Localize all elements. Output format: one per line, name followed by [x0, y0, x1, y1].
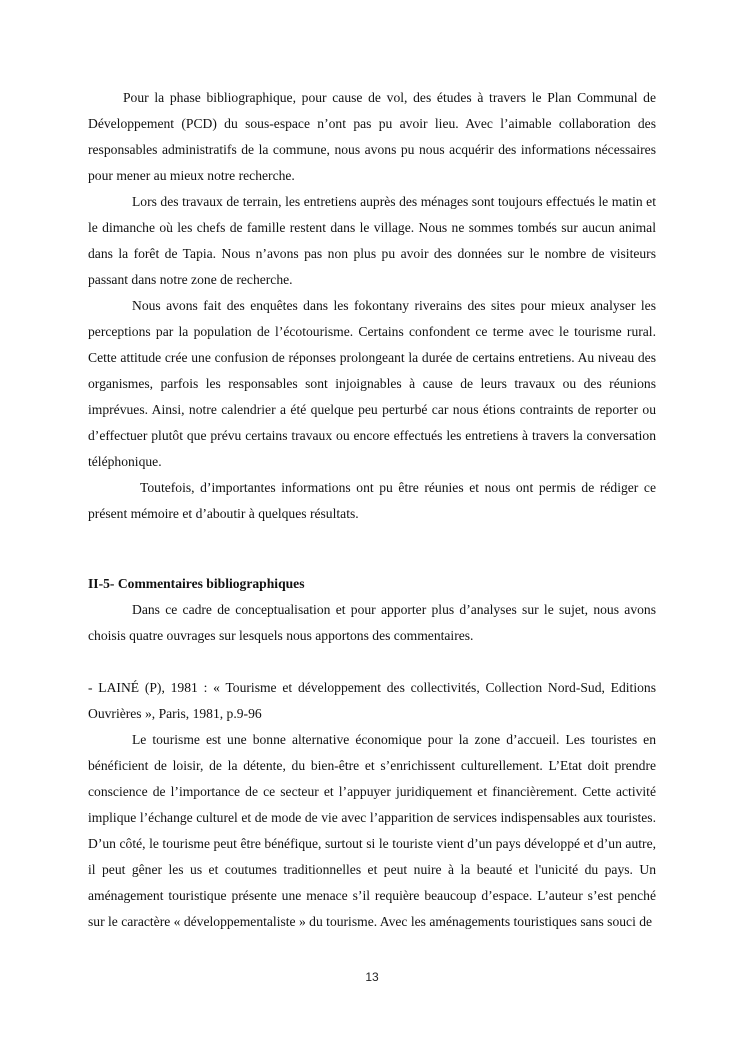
reference-spacer [88, 649, 656, 675]
paragraph-surveys: Nous avons fait des enquêtes dans les fokontany riverains des sites pour mieux analyser les perceptions par la population de l’écotourisme. Certains confondent ce terme avec le tourisme rural. Cette attitude crée une confusion de réponses prolongeant la durée de certains entretiens. Au niveau des organismes, parfois les responsables sont injoignables à cause de leurs travaux ou des réunions imprévues. Ainsi, notre calendrier a été quelque peu perturbé car nous étions contraints de reporter ou d’effectuer plutôt que prévu certains travaux ou encore effectués les entretiens à travers la conversation téléphonique. [88, 298, 656, 469]
section-spacer [88, 527, 656, 571]
paragraph-fieldwork: Lors des travaux de terrain, les entretiens auprès des ménages sont toujours effectués le matin et le dimanche où les chefs de famille restent dans le village. Nous ne sommes tombés sur aucun animal dans la forêt de Tapia. Nous n’avons pas non plus pu avoir des données sur le nombre de visiteurs passant dans notre zone de recherche. [88, 194, 656, 287]
reference-commentary: Le tourisme est une bonne alternative économique pour la zone d’accueil. Les touristes en bénéficient de loisir, de la détente, du bien-être et s’enrichissent culturellement. L’Etat doit prendre conscience de l’importance de ce secteur et l’appuyer juridiquement et financièrement. Cette activité implique l’échange culturel et de mode de vie avec l’apparition de services indispensables aux touristes. D’un côté, le tourisme peut être bénéfique, surtout si le touriste vient d’un pays développé et d’un autre, il peut gêner les us et coutumes traditionnelles et peut nuire à la beauté et l'unicité du pays. Un aménagement touristique présente une menace s’il requière beaucoup d’espace. L’auteur s’est penché sur le caractère « développementaliste » du tourisme. Avec les aménagements touristiques sans souci de [88, 732, 656, 929]
reference-citation: - LAINÉ (P), 1981 : « Tourisme et développement des collectivités, Collection Nord-Sud, Editions Ouvrières », Paris, 1981, p.9-96 [88, 680, 656, 721]
paragraph-conclusion: Toutefois, d’importantes informations ont pu être réunies et nous ont permis de rédiger ce présent mémoire et d’aboutir à quelques résultats. [88, 480, 656, 521]
document-page [88, 85, 656, 935]
paragraph-bibliographic-phase: Pour la phase bibliographique, pour cause de vol, des études à travers le Plan Communal de Développement (PCD) du sous-espace n’ont pas pu avoir lieu. Avec l’aimable collaboration des responsables administratifs de la commune, nous avons pu nous acquérir des informations nécessaires pour mener au mieux notre recherche. [88, 90, 656, 183]
section-intro: Dans ce cadre de conceptualisation et pour apporter plus d’analyses sur le sujet, nous avons choisis quatre ouvrages sur lesquels nous apportons des commentaires. [88, 602, 656, 643]
section-heading: II-5- Commentaires bibliographiques [88, 576, 305, 591]
page-number: 13 [365, 970, 379, 984]
